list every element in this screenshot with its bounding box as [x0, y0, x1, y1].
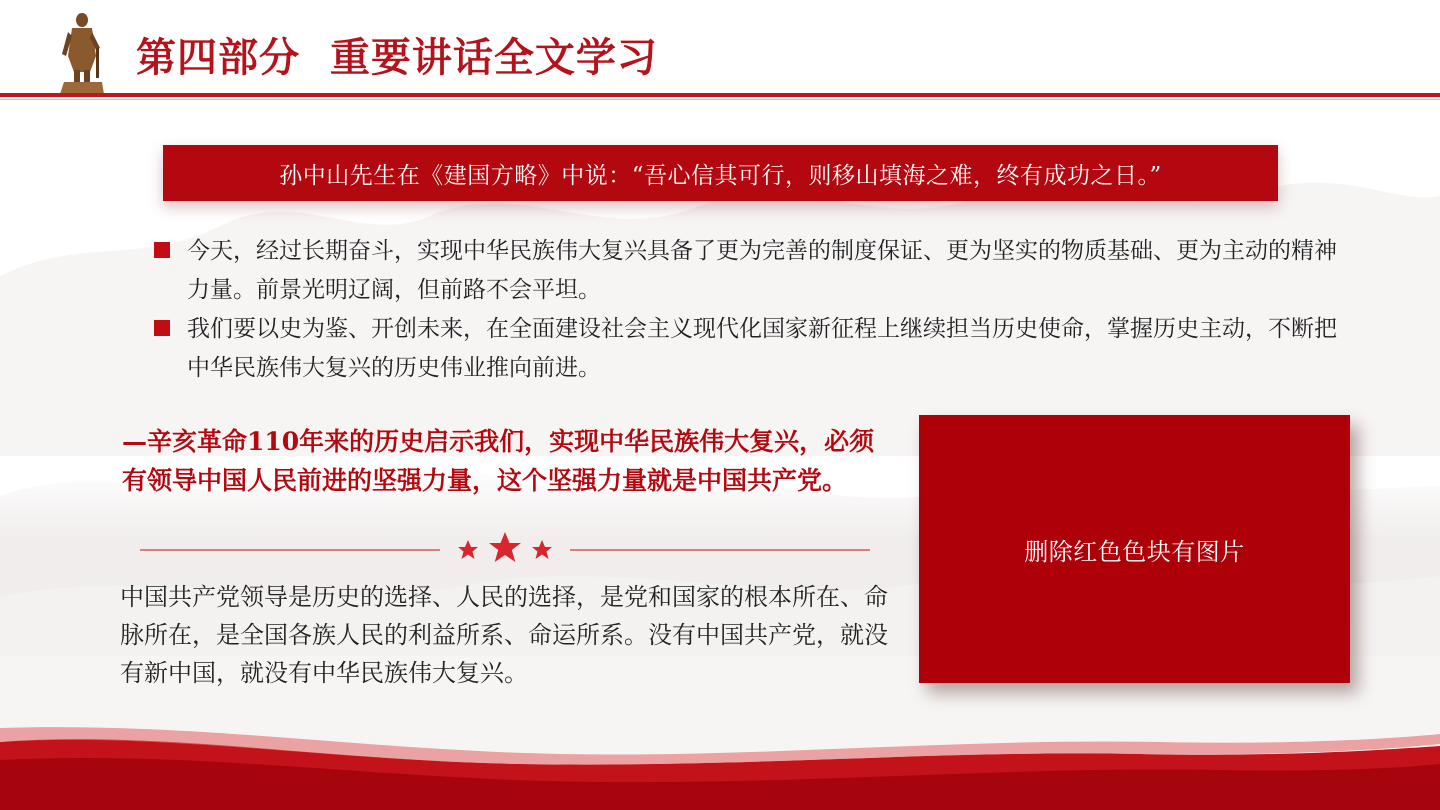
header [0, 0, 1440, 100]
red-quote-text: —辛亥革命110年来的历史启示我们，实现中华民族伟大复兴，必须有领导中国人民前进的坚强力量，这个坚强力量就是中国共产党。 [122, 427, 875, 495]
header-divider-thin [0, 99, 1440, 100]
star-icon [458, 540, 478, 559]
bullet-list [150, 232, 1340, 388]
star-icon [532, 540, 552, 559]
list-item [150, 232, 1340, 310]
image-placeholder-label: 删除红色色块有图片 [1024, 537, 1245, 566]
quote-banner [163, 145, 1278, 201]
star-icon [489, 532, 521, 562]
header-divider [0, 93, 1440, 97]
body-paragraph: 中国共产党领导是历史的选择、人民的选择，是党和国家的根本所在、命脉所在，是全国各族人民的利益所系、命运所系。没有中国共产党，就没有新中国，就没有中华民族伟大复兴。 [120, 583, 888, 687]
red-ribbon-decoration [0, 720, 1440, 810]
square-bullet-icon [154, 320, 170, 336]
quote-text: 孙中山先生在《建国方略》中说：“吾心信其可行，则移山填海之难，终有成功之日。” [279, 162, 1162, 189]
list-item-text: 我们要以史为鉴、开创未来，在全面建设社会主义现代化国家新征程上继续担当历史使命，掌握历史主动，不断把中华民族伟大复兴的历史伟业推向前进。 [187, 316, 1337, 381]
image-placeholder[interactable] [919, 415, 1350, 683]
statue-icon [56, 12, 106, 94]
list-item [150, 310, 1340, 388]
square-bullet-icon [154, 242, 170, 258]
page-title: 第四部分 重要讲话全文学习 [136, 34, 658, 81]
three-stars-divider [140, 532, 870, 572]
list-item-text: 今天，经过长期奋斗，实现中华民族伟大复兴具备了更为完善的制度保证、更为坚实的物质基础、更为主动的精神力量。前景光明辽阔，但前路不会平坦。 [187, 238, 1337, 303]
